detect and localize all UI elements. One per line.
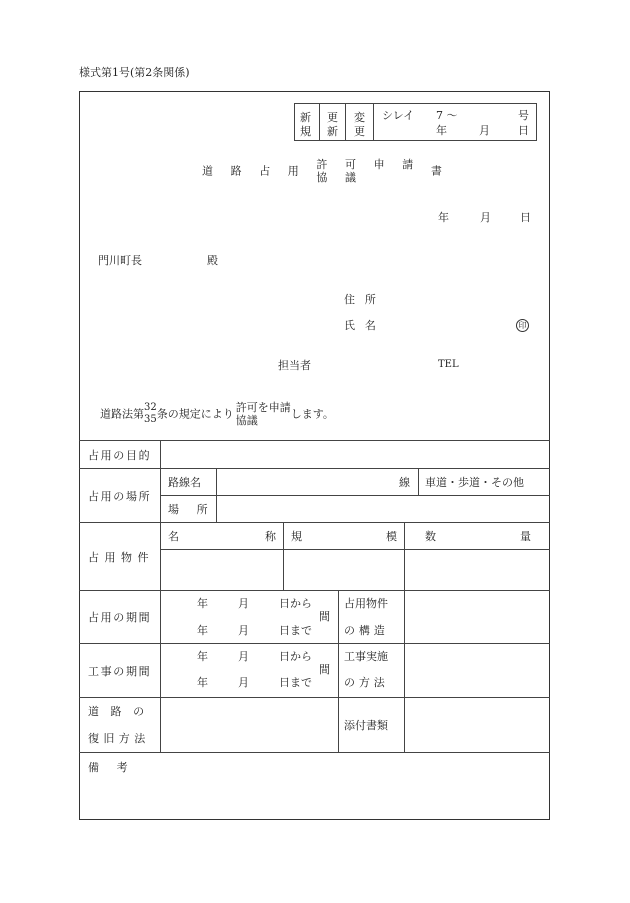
structure-label-1: 占用物件	[344, 597, 388, 610]
type-box-divider	[373, 103, 374, 141]
period-to-year: 年	[197, 624, 208, 637]
type-change: 変 更	[354, 111, 365, 138]
location-field[interactable]	[217, 496, 549, 522]
number-suffix: 号	[518, 109, 529, 122]
col-quantity: 数 量	[425, 530, 531, 543]
address-label: 住所	[344, 293, 386, 306]
work-to-year: 年	[197, 676, 208, 689]
method-label-1: 工事実施	[344, 650, 388, 663]
type-renewal: 更 新	[327, 111, 338, 138]
restore-label-2: 復旧方法	[88, 732, 150, 745]
contact-label: 担当者	[278, 359, 311, 372]
col-size: 規 模	[291, 530, 397, 543]
table-line	[79, 752, 550, 753]
number-prefix: シレイ	[382, 109, 415, 122]
col-name: 名 称	[168, 530, 276, 543]
addressee-name: 門川町長	[98, 254, 142, 267]
work-from-day: 日から	[279, 650, 312, 663]
restore-label-1: 道路の	[88, 705, 156, 718]
statement: 道路法第 32 35 条の規定により 許可を申請 協議 します。	[100, 401, 334, 428]
location-label: 場所	[168, 503, 226, 516]
form-number: 様式第1号(第2条関係)	[79, 66, 190, 79]
purpose-label: 占用の目的	[88, 448, 152, 462]
work-to-day: 日まで	[279, 676, 312, 689]
submit-date-month: 月	[480, 211, 491, 224]
submit-date-year: 年	[438, 211, 449, 224]
number-value: 7 ～	[436, 109, 458, 122]
work-period-label: 工事の期間	[88, 664, 152, 678]
remarks-label: 備考	[88, 761, 146, 774]
type-date-day: 日	[518, 124, 529, 137]
document-title: 道路占用 許可申請 協議 書	[202, 158, 442, 185]
period-from-month: 月	[238, 597, 249, 610]
type-date-year: 年	[436, 124, 447, 137]
remarks-field[interactable]	[80, 778, 549, 819]
period-to-day: 日まで	[279, 624, 312, 637]
tel-label: TEL	[438, 359, 459, 370]
table-line	[418, 468, 419, 495]
object-name-field[interactable]	[161, 550, 282, 590]
method-label-2: の方法	[344, 676, 389, 689]
route-label: 路線名	[168, 476, 201, 489]
seal-mark: 印	[516, 319, 529, 332]
attachments-label: 添付書類	[344, 719, 388, 732]
structure-field[interactable]	[405, 591, 549, 643]
period-duration: 間	[319, 610, 330, 623]
work-duration: 間	[319, 663, 330, 676]
road-type: 車道・歩道・その他	[425, 476, 524, 489]
type-new: 新 規	[300, 111, 311, 138]
line-suffix: 線	[399, 476, 410, 489]
type-box-divider	[319, 103, 320, 141]
object-size-field[interactable]	[284, 550, 403, 590]
period-from-day: 日から	[279, 597, 312, 610]
structure-label-2: の構造	[344, 624, 389, 637]
object-quantity-field[interactable]	[405, 550, 549, 590]
addressee-honorific: 殿	[207, 254, 218, 267]
method-field[interactable]	[405, 644, 549, 697]
work-from-month: 月	[238, 650, 249, 663]
table-line	[338, 590, 339, 752]
work-to-month: 月	[238, 676, 249, 689]
submit-date-day: 日	[520, 211, 531, 224]
period-from-year: 年	[197, 597, 208, 610]
object-label: 占用物件	[88, 550, 154, 564]
route-field[interactable]	[217, 469, 417, 495]
attachments-field[interactable]	[405, 698, 549, 752]
period-label: 占用の期間	[88, 611, 152, 624]
name-label: 氏名	[344, 319, 386, 332]
place-label: 占用の場所	[88, 489, 152, 503]
type-date-month: 月	[479, 124, 490, 137]
restore-field[interactable]	[161, 698, 337, 752]
work-from-year: 年	[197, 650, 208, 663]
type-box-divider	[345, 103, 346, 141]
period-to-month: 月	[238, 624, 249, 637]
purpose-field[interactable]	[161, 441, 549, 468]
